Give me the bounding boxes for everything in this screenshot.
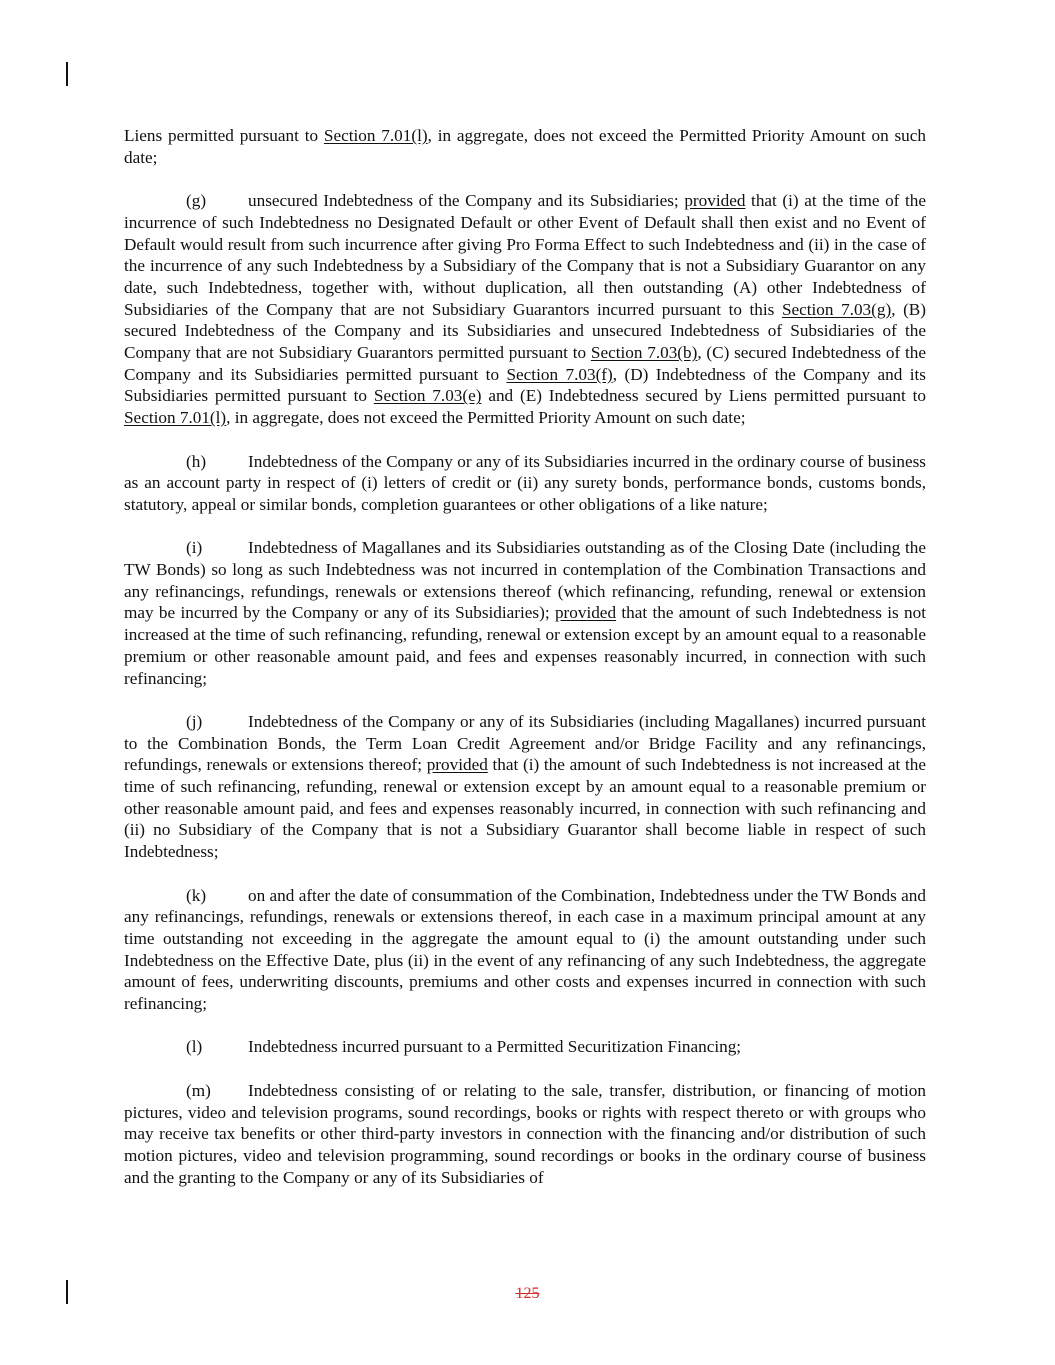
clause-text: on and after the date of consummation of the Combination, Indebtedness under the TW Bonds and any refinancings, refundings, renewals or extensions thereof, in each case in a maximum principal amount at any time outstanding not exceeding in the aggregate the amount equal to (i) the amount outstanding under such Indebtedness on the Effective Date, plus (ii) in the event of any refinancing of any such Indebtedness, the aggregate amount of fees, underwriting discounts, premiums and other costs and expenses incurred in connection with such refinancing; (124, 885, 926, 1014)
clause-label: (g) (186, 191, 207, 211)
clause-text: , (C) secured Indebtedness of the Company and its Subsidiaries permitted pursuant to (124, 343, 926, 384)
clause-label: (i) (186, 538, 203, 558)
clause-text: Indebtedness incurred pursuant to a Permitted Securitization Financing; (248, 1037, 742, 1057)
clause-g (124, 190, 926, 429)
clause-m (124, 1080, 926, 1189)
clause-text: Indebtedness of the Company or any of its Subsidiaries (including Magallanes) incurred pursuant to the Combination Bonds, the Term Loan Credit Agreement and/or Bridge Facility and any refinancings, refundings, renewals or extensions thereof; (124, 711, 926, 775)
clause-label: (l) (186, 1037, 203, 1057)
paragraph-continuation (124, 125, 926, 168)
clause-text: , in aggregate, does not exceed the Permitted Priority Amount on such date; (226, 408, 746, 428)
clause-label: (m) (186, 1080, 211, 1100)
cross-reference: Section 7.03(b) (590, 343, 698, 363)
cross-reference: Section 7.03(g) (781, 299, 892, 319)
clause-text: unsecured Indebtedness of the Company and its Subsidiaries; (248, 191, 685, 211)
clause-label: (h) (186, 451, 207, 471)
clause-text: that (i) at the time of the incurrence of such Indebtedness no Designated Default or other Event of Default shall then exist and no Event of Default would result from such incurrence after giving Pro Forma Effect to such Indebtedness and (ii) in the case of the incurrence of any such Indebtedness by a Subsidiary of the Company that is not a Subsidiary Guarantor on any date, such Indebtedness, together with, without duplication, all then outstanding (A) other Indebtedness of Subsidiaries of the Company that are not Subsidiary Guarantors incurred pursuant to this (124, 191, 926, 319)
clause-text: Indebtedness consisting of or relating to the sale, transfer, distribution, or financing of motion pictures, video and television programs, sound recordings, books or rights with respect thereto or with groups who may receive tax benefits or other third-party investors in connection with the financing and/or distribution of such motion pictures, video and television programming, sound recordings or books in the ordinary course of business and the granting to the Company or any of its Subsidiaries of (124, 1080, 926, 1187)
clause-text: that (i) the amount of such Indebtedness is not increased at the time of such refinancing, refunding, renewal or extension except by an amount equal to a reasonable premium or other reasonable amount paid, and fees and expenses reasonably incurred, in connection with such refinancing and (ii) no Subsidiary of the Company that is not a Subsidiary Guarantor shall become liable in respect of such Indebtedness; (124, 755, 926, 862)
revision-change-bar-top (66, 62, 68, 86)
cross-reference: provided (684, 191, 746, 211)
clause-text: Indebtedness of the Company or any of its Subsidiaries incurred in the ordinary course of business as an account party in respect of (i) letters of credit or (ii) any surety bonds, performance bonds, customs bonds, statutory, appeal or similar bonds, completion guarantees or other obligations of a like nature; (124, 451, 926, 514)
clause-k (124, 885, 926, 1015)
cross-reference: Section 7.01(l) (323, 126, 428, 145)
cross-reference: Section 7.01(l) (124, 408, 227, 428)
document-body (124, 125, 926, 1188)
page-number: 125 (515, 1285, 540, 1302)
clause-text: , in aggregate, does not exceed the Permitted Priority Amount on such date; (124, 126, 927, 167)
clause-text: Liens permitted pursuant to (124, 126, 324, 145)
cross-reference: Section 7.03(e) (373, 386, 482, 406)
clause-l (124, 1036, 926, 1058)
clause-label: (j) (186, 711, 203, 731)
clause-text: , (D) Indebtedness of the Company and its Subsidiaries permitted pursuant to (124, 364, 926, 406)
clause-j (124, 711, 926, 863)
clause-text: Indebtedness of Magallanes and its Subsidiaries outstanding as of the Closing Date (including the TW Bonds) so long as such Indebtedness was not incurred in contemplation of the Combination Transactions and any refinancings, refundings, renewals or extensions thereof (which refinancing, refunding, renewal or extension may be incurred by the Company or any of its Subsidiaries); (124, 538, 926, 623)
clause-h (124, 451, 926, 516)
clause-text: , (B) secured Indebtedness of the Company and its Subsidiaries and unsecured Indebtedness of Subsidiaries of the Company that are not Subsidiary Guarantors permitted pursuant to (124, 299, 926, 363)
clause-label: (k) (186, 885, 207, 905)
clause-i (124, 537, 926, 689)
cross-reference: provided (426, 755, 488, 775)
cross-reference: Section 7.03(f) (506, 364, 613, 384)
clause-text: that the amount of such Indebtedness is not increased at the time of such refinancing, refunding, renewal or extension except by an amount equal to a reasonable premium or other reasonable amount paid, and fees and expenses reasonably incurred, in connection with such refinancing; (124, 603, 926, 688)
clause-text: and (E) Indebtedness secured by Liens permitted pursuant to (481, 386, 926, 406)
cross-reference: provided (554, 603, 617, 623)
